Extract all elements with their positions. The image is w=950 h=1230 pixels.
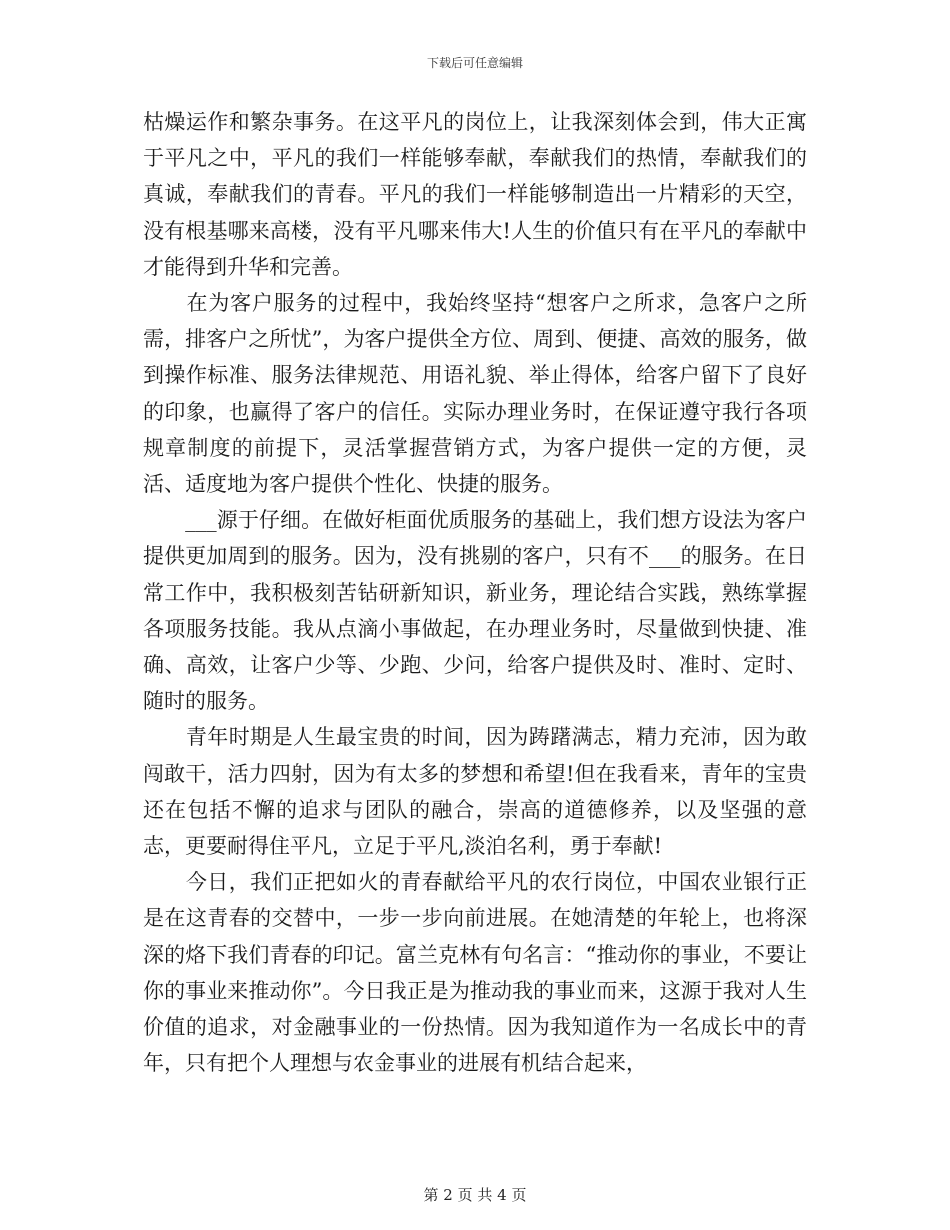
page-header: 下载后可任意编辑 <box>426 56 523 70</box>
paragraph-2: 在为客户服务的过程中，我始终坚持“想客户之所求，急客户之所需，排客户之所忧”，为客户提供全方位、周到、便捷、高效的服务，做到操作标准、服务法律规范、用语礼貌、举止得体，给客户留下了良好的印象，也赢得了客户的信任。实际办理业务时，在保证遵守我行各项规章制度的前提下，灵活掌握营销方式，为客户提供一定的方便，灵活、适度地为客户提供个性化、快捷的服务。 <box>143 291 807 497</box>
paragraph-4: 青年时期是人生最宝贵的时间，因为踌躇满志，精力充沛，因为敢闯敢干，活力四射，因为有太多的梦想和希望!但在我看来，青年的宝贵还在包括不懈的追求与团队的融合，崇高的道德修养，以及坚强的意志，更要耐得住平凡，立足于平凡,淡泊名利，勇于奉献! <box>143 725 807 859</box>
paragraph-1: 枯燥运作和繁杂事务。在这平凡的岗位上，让我深刻体会到，伟大正寓于平凡之中，平凡的我们一样能够奉献，奉献我们的热情，奉献我们的真诚，奉献我们的青春。平凡的我们一样能够制造出一片精彩的天空，没有根基哪来高楼，没有平凡哪来伟大!人生的价值只有在平凡的奉献中才能得到升华和完善。 <box>143 110 807 279</box>
page-number: 第 2 页 共 4 页 <box>423 1186 527 1204</box>
document-body <box>143 104 807 1081</box>
paragraph-5: 今日，我们正把如火的青春献给平凡的农行岗位，中国农业银行正是在这青春的交替中，一步一步向前进展。在她清楚的年轮上，也将深深的烙下我们青春的印记。富兰克林有句名言：“推动你的事业，不要让你的事业来推动你”。今日我正是为推动我的事业而来，这源于我对人生价值的追求，对金融事业的一份热情。因为我知道作为一名成长中的青年，只有把个人理想与农金事业的进展有机结合起来， <box>143 870 807 1076</box>
paragraph-3: ___源于仔细。在做好柜面优质服务的基础上，我们想方设法为客户提供更加周到的服务。因为，没有挑剔的客户，只有不___的服务。在日常工作中，我积极刻苦钻研新知识，新业务，理论结合实践，熟练掌握各项服务技能。我从点滴小事做起，在办理业务时，尽量做到快捷、准确、高效，让客户少等、少跑、少问，给客户提供及时、准时、定时、随时的服务。 <box>143 508 807 714</box>
